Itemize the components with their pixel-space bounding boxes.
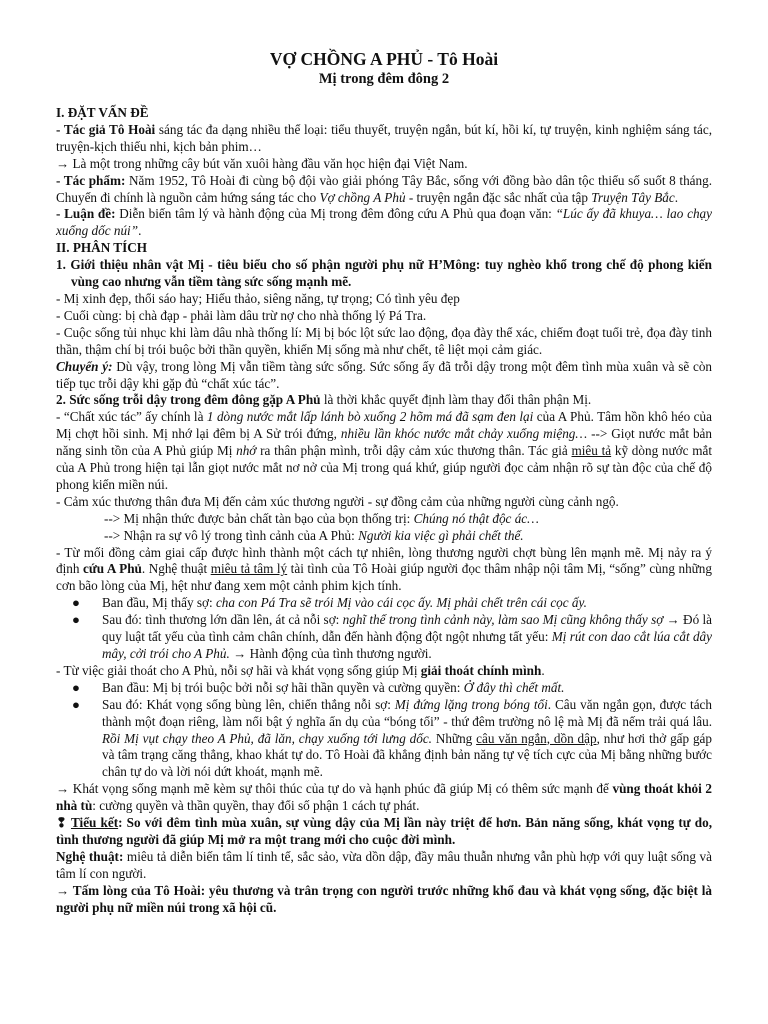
bullet-icon: ● — [72, 679, 80, 695]
list-item: --> Nhận ra sự vô lý trong tình cảnh của A Phủ: Người kia việc gì phải chết thế. — [104, 527, 524, 543]
work-paragraph: - Tác phẩm: Năm 1952, Tô Hoài đi cùng bộ đội vào giải phóng Tây Bắc, sống với đồng bào dân tộc thiểu số suốt 8 tháng. Chuyến đi chính là nguồn cảm hứng sáng tác cho Vợ chồng A Phủ - truyện ngắn đặc sắc nhất của tập Truyện Tây Bắc. — [56, 172, 713, 205]
bullet-item: ● Ban đầu, Mị thấy sợ: cha con Pá Tra sẽ trói Mị vào cái cọc ấy. Mị phải chết trên cái cọc ấy. — [72, 595, 587, 611]
section-2-heading: II. PHÂN TÍCH — [56, 240, 147, 256]
exclamation-icon: ❢ — [56, 815, 68, 831]
rescue-paragraph: - Từ mối đồng cảm giai cấp được hình thành một cách tự nhiên, lòng thương người chợt bùng lên mạnh mẽ. Mị nảy ra ý định cứu A Phủ. Nghệ thuật miêu tả tâm lý tài tình của Tô Hoài giúp người đọc thâm nhập nội tâm Mị, “sống” cùng những cơn bão lòng của Mị, hệt như đang xem một cảnh phim kịch tính. — [56, 544, 712, 594]
bullet-icon: ● — [72, 595, 80, 611]
list-item: - Mị xinh đẹp, thổi sáo hay; Hiếu thảo, siêng năng, tự trọng; Có tình yêu đẹp — [56, 290, 460, 306]
author-conclusion: → Là một trong những cây bút văn xuôi hàng đầu văn học hiện đại Việt Nam. — [56, 155, 468, 171]
subsection-1-heading: 1. Giới thiệu nhân vật Mị - tiêu biểu cho số phận người phụ nữ H’Mông: tuy nghèo khổ trong chế độ phong kiến vùng cao nhưng vẫn tiềm tàng sức sống mạnh mẽ. — [56, 257, 712, 290]
list-item: - Cuộc sống tủi nhục khi làm dâu nhà thống lí: Mị bị bóc lột sức lao động, đọa đày thể xác, chiếm đoạt tuổi trẻ, đọa đày tinh thần, thậm chí bị trói buộc bởi thần quyền, khiến Mị sống mà như chết, tê liệt mọi cảm giác. — [56, 324, 712, 357]
final-conclusion: → Tấm lòng của Tô Hoài: yêu thương và trân trọng con người trước những khổ đau và khát vọng sống, đặc biệt là người phụ nữ miền núi trong xã hội cũ. — [56, 882, 712, 915]
list-item: - Cảm xúc thương thân đưa Mị đến cảm xúc thương người - sự đồng cảm của những người cùng cảnh ngộ. — [56, 493, 619, 509]
catalyst-paragraph: - “Chất xúc tác” ấy chính là 1 dòng nước mắt lấp lánh bò xuống 2 hõm má đã sạm đen lại của A Phủ. Tâm hồn khô héo của Mị chợt hồi sinh. Mị nhớ lại đêm bị A Sử trói đứng, nhiều lần khóc nước mắt chảy xuống miệng… --> Giọt nước mắt bản năng sinh tồn của A Phủ giúp Mị nhớ ra thân phận mình, trỗi dậy cảm xúc thương thân. Tác giả miêu tả kỹ dòng nước mắt của A Phủ trong hiện tại lẫn giọt nước mắt nơ nở của Mị trong quá khứ, giúp người đọc cảm nhận rõ sự tàn độc của chế độ phong kiến miền núi. — [56, 409, 712, 492]
section-1-heading: I. ĐẶT VẤN ĐỀ — [56, 105, 149, 120]
bullet-item: ● Sau đó: Khát vọng sống bùng lên, chiến thắng nỗi sợ: Mị đứng lặng trong bóng tối. Câu văn ngắn gọn, được tách thành một đoạn riêng, làm nổi bật ý nghĩa ẩn dụ của “bóng tối” - thứ đêm trường nô lệ mà Mị đã nếm trải quá lâu. Rồi Mị vụt chạy theo A Phủ, đã lăn, chạy xuống tới lưng dốc. Những câu văn ngắn, dồn dập, như hơi thở gấp gáp và tâm trạng căng thẳng, khao khát tự do. Tô Hoài đã khẳng định bản năng tự vệ tích cực của Mị bằng những bước chân tự do và lời nói dứt khoát, mạnh mẽ. — [72, 696, 713, 780]
transition-paragraph: Chuyển ý: Dù vậy, trong lòng Mị vẫn tiềm tàng sức sống. Sức sống ấy đã trỗi dậy trong một đêm tình mùa xuân và sẽ còn tiếp tục trỗi dậy khi gặp đủ “chất xúc tác”. — [56, 358, 713, 391]
bullet-item: ● Sau đó: tình thương lớn dần lên, át cả nỗi sợ: nghĩ thế trong tình cảnh này, làm sao Mị cũng không thấy sợ → Đó là quy luật tất yếu của tình cảm chân chính, dẫn đến hành động đột ngột nhưng tất yếu: Mị rút con dao cắt lúa cắt dây mây, cởi trói cho A Phủ. → Hành động của tình thương người. — [72, 612, 712, 661]
freedom-conclusion: → Khát vọng sống mạnh mẽ kèm sự thôi thúc của tự do và hạnh phúc đã giúp Mị có thêm sức mạnh để vùng thoát khỏi 2 nhà tù: cường quyền và thần quyền, thay đổi số phận 1 cách tự phát. — [56, 781, 712, 814]
bullet-icon: ● — [72, 696, 80, 712]
list-item: - Cuối cùng: bị chà đạp - phải làm dâu trừ nợ cho nhà thống lý Pá Tra. — [56, 307, 427, 323]
subsection-2-heading: 2. Sức sống trỗi dậy trong đêm đông gặp A Phủ là thời khắc quyết định làm thay đổi thân phận Mị. — [56, 392, 592, 408]
summary-paragraph: ❢ Tiểu kết: So với đêm tình mùa xuân, sự vùng dậy của Mị lần này triệt để hơn. Bản năng sống, khát vọng tự do, tình thương người đã giúp Mị mở ra một trang mới cho cuộc đời mình. — [56, 815, 712, 847]
document-title: VỢ CHỒNG A PHỦ - Tô Hoài — [269, 49, 499, 69]
self-liberation-paragraph: - Từ việc giải thoát cho A Phủ, nỗi sợ hãi và khát vọng sống giúp Mị giải thoát chính mình. — [56, 662, 545, 678]
bullet-item: ● Ban đầu: Mị bị trói buộc bởi nỗi sợ hãi thần quyền và cường quyền: Ở đây thì chết mất. — [72, 679, 565, 695]
list-item: --> Mị nhận thức được bản chất tàn bạo của bọn thống trị: Chúng nó thật độc ác… — [104, 510, 539, 526]
art-paragraph: Nghệ thuật: miêu tả diễn biến tâm lí tinh tế, sắc sảo, vừa dồn dập, đầy mâu thuẫn nhưng vẫn phù hợp với quy luật sống và tâm lí con người. — [56, 848, 712, 881]
author-paragraph: - Tác giả Tô Hoài sáng tác đa dạng nhiều thể loại: tiểu thuyết, truyện ngắn, bút kí, hồi kí, tự truyện, kinh nghiệm sáng tác, truyện-kịch thiếu nhi, kịch bản phim… — [56, 121, 712, 154]
document-subtitle: Mị trong đêm đông 2 — [318, 71, 450, 87]
bullet-icon: ● — [72, 612, 80, 628]
thesis-paragraph: - Luận đề: Diễn biến tâm lý và hành động của Mị trong đêm đông cứu A Phủ qua đoạn văn: “Lúc ấy đã khuya… lao chạy xuống dốc núi”. — [56, 206, 713, 239]
